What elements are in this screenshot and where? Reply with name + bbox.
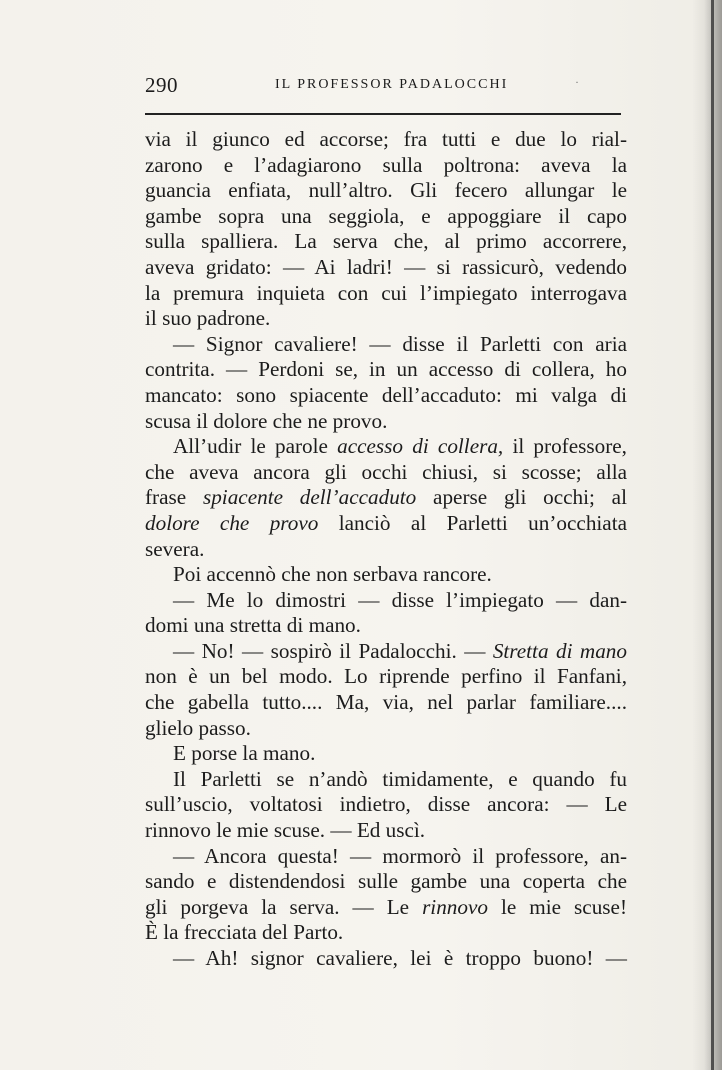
text-segment: il suo padrone. <box>145 306 271 331</box>
text-line <box>145 409 627 435</box>
text-line <box>145 383 627 409</box>
page-edge-line <box>711 0 714 1070</box>
text-line <box>145 792 627 818</box>
text-segment: rinnovo le mie scuse. — Ed uscì. <box>145 818 426 843</box>
text-line <box>145 613 627 639</box>
text-segment: zarono e l’adagiarono sulla poltrona: aveva la <box>145 152 627 177</box>
text-segment: mancato: sono spiacente dell’accaduto: mi valga di <box>145 382 627 407</box>
text-segment: glielo passo. <box>145 715 251 740</box>
running-title: IL PROFESSOR PADALOCCHI <box>275 77 509 92</box>
text-segment: che gabella tutto.... Ma, via, nel parlar familiare.... <box>145 690 627 715</box>
text-segment: È la frecciata del Parto. <box>145 920 344 945</box>
header-mark: · <box>575 75 579 89</box>
text-line <box>145 946 627 972</box>
text-line <box>145 485 627 511</box>
text-line <box>145 690 627 716</box>
text-segment: gambe sopra una seggiola, e appoggiare il capo <box>145 203 627 228</box>
page-edge-shadow <box>692 0 722 1070</box>
text-segment: il professore, <box>503 434 627 459</box>
text-segment: — Ancora questa! — mormorò il professore, an- <box>173 843 627 868</box>
text-line <box>145 127 627 153</box>
text-line <box>145 844 627 870</box>
text-segment: la premura inquieta con cui l’impiegato interrogava <box>145 280 627 305</box>
text-segment: — No! — sospirò il Padalocchi. — <box>173 638 493 663</box>
text-segment: via il giunco ed accorse; fra tutti e due lo rial- <box>145 127 627 151</box>
text-line <box>145 588 627 614</box>
text-segment: Poi accennò che non serbava rancore. <box>173 562 492 587</box>
italic-segment: spiacente dell’accaduto <box>202 485 417 510</box>
text-line <box>145 178 627 204</box>
text-segment: — Signor cavaliere! — disse il Parletti con aria <box>173 331 627 356</box>
page-header <box>145 73 620 99</box>
italic-segment: accesso di collera, <box>337 434 504 459</box>
text-line <box>145 537 627 563</box>
text-line <box>145 869 627 895</box>
text-segment: le mie scuse! <box>487 894 627 919</box>
text-segment: — Me lo dimostri — disse l’impiegato — dan- <box>173 587 627 612</box>
text-line <box>145 562 627 588</box>
text-line <box>145 434 627 460</box>
text-line <box>145 767 627 793</box>
text-segment: All’udir le parole <box>173 434 338 459</box>
body-text <box>145 127 627 972</box>
text-segment: che aveva ancora gli occhi chiusi, si scosse; alla <box>145 459 627 484</box>
text-segment: gli porgeva la serva. — Le <box>145 894 423 919</box>
text-line <box>145 639 627 665</box>
text-line <box>145 460 627 486</box>
text-line <box>145 306 627 332</box>
text-line <box>145 895 627 921</box>
text-line <box>145 153 627 179</box>
italic-segment: Stretta di mano <box>492 638 627 663</box>
text-segment: Il Parletti se n’andò timidamente, e quando fu <box>173 766 627 791</box>
text-segment: severa. <box>145 536 205 561</box>
text-line <box>145 716 627 742</box>
text-line <box>145 664 627 690</box>
header-rule <box>145 113 621 115</box>
text-line <box>145 332 627 358</box>
page-number: 290 <box>145 73 178 97</box>
text-segment: contrita. — Perdoni se, in un accesso di collera, ho <box>145 357 627 382</box>
text-segment: lanciò al Parletti un’occhiata <box>318 510 627 535</box>
text-line <box>145 920 627 946</box>
text-segment: domi una stretta di mano. <box>145 613 361 638</box>
text-segment: — Ah! signor cavaliere, lei è troppo buono! — <box>173 946 627 970</box>
text-segment: E porse la mano. <box>173 741 316 766</box>
text-segment: sull’uscio, voltatosi indietro, disse ancora: — Le <box>145 792 627 817</box>
text-line <box>145 255 627 281</box>
text-segment: aperse gli occhi; al <box>416 485 627 510</box>
text-segment: scusa il dolore che ne provo. <box>145 408 388 433</box>
text-segment: sulla spalliera. La serva che, al primo accorrere, <box>145 229 627 254</box>
text-line <box>145 281 627 307</box>
text-line <box>145 818 627 844</box>
text-segment: guancia enfiata, null’altro. Gli fecero allungar le <box>145 178 627 203</box>
italic-segment: dolore che provo <box>145 510 319 535</box>
italic-segment: rinnovo <box>422 894 488 919</box>
text-line <box>145 357 627 383</box>
text-line <box>145 741 627 767</box>
text-line <box>145 511 627 537</box>
text-segment: non è un bel modo. Lo riprende perfino il Fanfani, <box>145 664 627 689</box>
text-segment: sando e distendendosi sulle gambe una coperta che <box>145 869 627 894</box>
text-segment: frase <box>145 485 203 510</box>
text-line <box>145 229 627 255</box>
text-segment: aveva gridato: — Ai ladri! — si rassicurò, vedendo <box>145 254 627 279</box>
text-line <box>145 204 627 230</box>
